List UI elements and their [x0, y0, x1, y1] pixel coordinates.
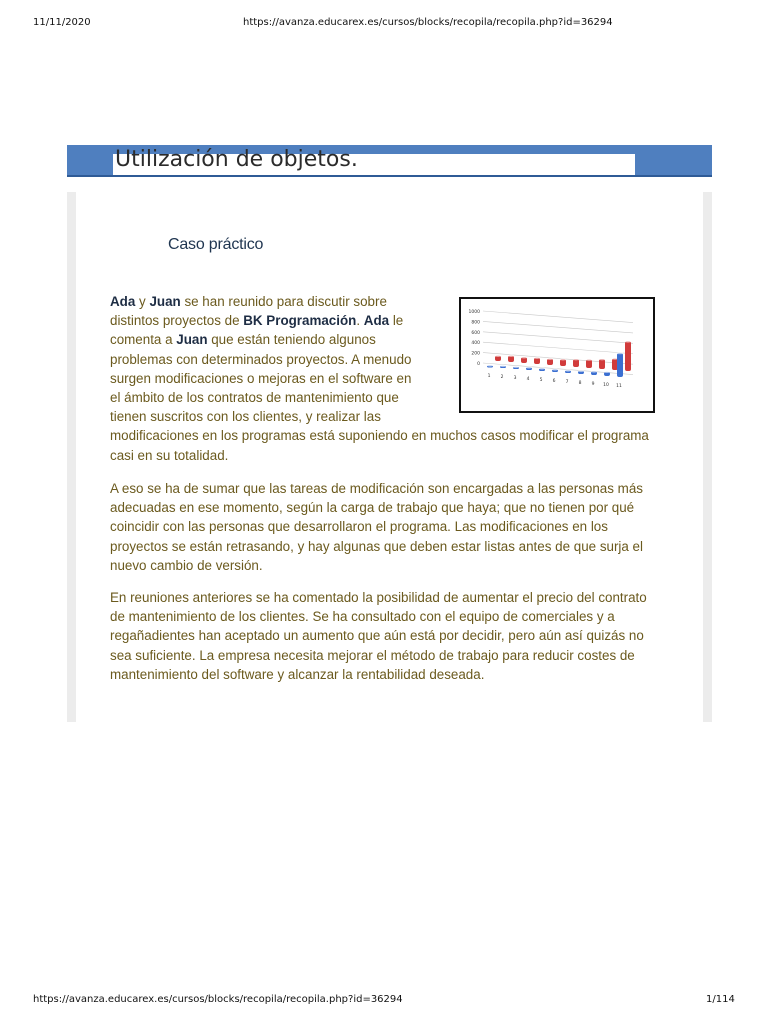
print-date: 11/11/2020	[33, 17, 91, 28]
bar-red	[599, 359, 605, 369]
gridline	[483, 363, 633, 375]
x-tick-label: 4	[526, 377, 530, 383]
x-tick-label: 8	[578, 381, 582, 387]
name-juan: Juan	[149, 294, 181, 309]
gridline	[483, 321, 633, 333]
section-title-box	[113, 147, 635, 175]
name-ada: Ada	[363, 313, 390, 329]
y-tick-label: 800	[471, 320, 480, 326]
bar-red-cap	[495, 355, 501, 357]
bar-blue-cap	[565, 369, 571, 371]
bar-blue-cap	[500, 365, 506, 367]
y-tick-label: 1000	[468, 310, 480, 315]
chart-svg	[461, 299, 653, 411]
bar-red-cap	[560, 358, 566, 360]
x-tick-label: 3	[513, 376, 517, 382]
section-title-bar	[67, 145, 712, 177]
text-segment: .	[356, 313, 364, 329]
x-tick-label: 11	[616, 384, 622, 390]
x-tick-label: 7	[565, 380, 569, 386]
bar-blue-cap	[487, 364, 493, 366]
x-tick-label: 10	[603, 383, 609, 389]
case-paragraph-1	[110, 292, 655, 465]
x-tick-label: 9	[591, 382, 595, 388]
company-name: BK Programación	[243, 313, 357, 329]
bar-red	[586, 360, 592, 368]
x-tick-label: 1	[487, 374, 491, 379]
bar-red-cap	[625, 340, 631, 342]
x-tick-label: 6	[552, 379, 556, 385]
case-heading: Caso práctico	[168, 236, 264, 253]
bar-blue-cap	[604, 371, 610, 373]
bar-blue-cap	[513, 366, 519, 368]
y-tick-label: 0	[477, 362, 480, 367]
text-segment: le comenta a	[110, 313, 404, 348]
gridline	[483, 311, 633, 323]
bar-red-cap	[586, 358, 592, 360]
name-ada: Ada	[110, 294, 136, 309]
bar-red-cap	[534, 357, 540, 359]
case-paragraph-2: A eso se ha de sumar que las tareas de modificación son encargadas a las personas más adecuadas en ese momento, según la carga de trabajo que haya; que no tienen por qué coincidir con las personas que desarrollaron el programa. Las modificaciones en los proyectos se están retrasando, y hay algunas que deben estar listas antes de que surja el nuevo cambio de versión.	[110, 481, 643, 573]
print-url[interactable]: https://avanza.educarex.es/cursos/blocks/recopila/recopila.php?id=36294	[243, 17, 613, 28]
footer-url[interactable]: https://avanza.educarex.es/cursos/blocks/recopila/recopila.php?id=36294	[33, 994, 403, 1005]
section-title: Utilización de objetos.	[115, 147, 358, 172]
y-tick-label: 200	[471, 351, 480, 357]
bar-blue	[617, 353, 623, 377]
bar-red	[625, 341, 631, 371]
x-tick-label: 5	[539, 378, 543, 384]
name-juan: Juan	[176, 332, 208, 348]
y-tick-label: 600	[471, 330, 480, 336]
text-y: y	[135, 294, 150, 309]
bar-red-cap	[599, 358, 605, 360]
text-segment: que están teniendo algunos problemas con determinados proyectos. A menudo surgen modificaciones o mejoras en el software en el ámbito de los contratos de mantenimiento que tienen suscritos con los clientes, y realizar las modificaciones en los programas está suponiendo en muchos casos modificar el programa casi en su totalidad.	[110, 332, 649, 463]
gridline	[483, 353, 633, 365]
gridline	[483, 332, 633, 344]
bar-blue-cap	[617, 352, 623, 354]
y-tick-label: 400	[471, 341, 480, 347]
bar-blue-cap	[526, 366, 532, 368]
bar-blue-cap	[591, 370, 597, 372]
page-number: 1/114	[706, 994, 735, 1005]
x-tick-label: 2	[500, 375, 504, 381]
gridline	[483, 342, 633, 354]
case-paragraph-3: En reuniones anteriores se ha comentado la posibilidad de aumentar el precio del contrato de mantenimiento de los clientes. Se ha consultado con el equipo de comerciales y a regañadientes han aceptado un aumento que aún está por decidir, pero aún así quizás no sea suficiente. La empresa necesita mejorar el método de trabajo para reducir costes de mantenimiento del software y alcanzar la rentabilidad deseada.	[110, 590, 647, 682]
bar-red-cap	[508, 355, 514, 357]
bar-red-cap	[573, 358, 579, 360]
bar-blue-cap	[578, 370, 584, 372]
bar-chart-image	[459, 297, 655, 413]
bar-red-cap	[521, 356, 527, 358]
bar-blue-cap	[552, 368, 558, 370]
bar-red-cap	[547, 358, 553, 360]
bar-blue-cap	[539, 367, 545, 369]
text-segment: se han reunido para discutir sobre distintos proyectos de	[110, 294, 387, 329]
